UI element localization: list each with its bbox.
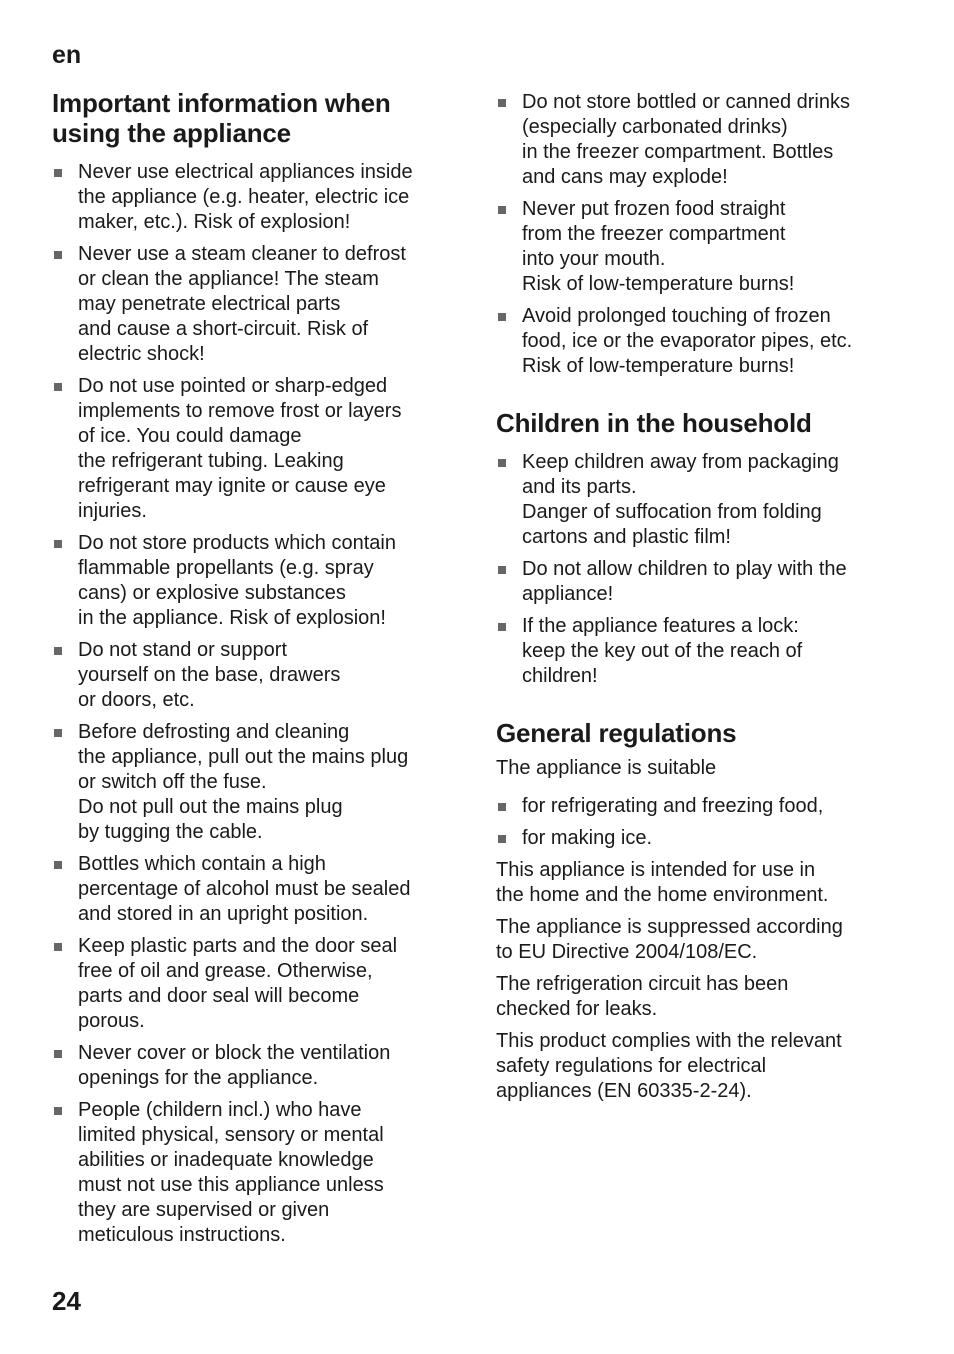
list-item: for making ice. bbox=[496, 826, 900, 851]
list-item: Do not allow children to play with the appliance! bbox=[496, 557, 900, 607]
list-item: Never put frozen food straight from the freezer compartment into your mouth. Risk of low-temperature burns! bbox=[496, 197, 900, 297]
bullet-square-icon bbox=[498, 803, 506, 811]
list-item: If the appliance features a lock: keep the key out of the reach of children! bbox=[496, 614, 900, 689]
bullet-square-icon bbox=[498, 566, 506, 574]
children-list bbox=[496, 450, 900, 689]
bullet-square-icon bbox=[54, 251, 62, 259]
bullet-square-icon bbox=[54, 861, 62, 869]
heading-general-regulations: General regulations bbox=[496, 718, 737, 748]
bullet-square-icon bbox=[498, 313, 506, 321]
heading-important-information: Important information when using the appliance bbox=[52, 88, 391, 148]
left-column bbox=[52, 88, 456, 1255]
list-item: Avoid prolonged touching of frozen food, ice or the evaporator pipes, etc. Risk of low-temperature burns! bbox=[496, 304, 900, 379]
list-item: Never use electrical appliances inside the appliance (e.g. heater, electric ice maker, etc.). Risk of explosion! bbox=[52, 160, 456, 235]
list-item: Do not store products which contain flammable propellants (e.g. spray cans) or explosive substances in the appliance. Risk of explosion! bbox=[52, 531, 456, 631]
list-item: Bottles which contain a high percentage of alcohol must be sealed and stored in an upright position. bbox=[52, 852, 456, 927]
bullet-square-icon bbox=[54, 647, 62, 655]
bullet-square-icon bbox=[498, 459, 506, 467]
list-item: Keep children away from packaging and its parts. Danger of suffocation from folding cartons and plastic film! bbox=[496, 450, 900, 550]
bullet-square-icon bbox=[54, 1050, 62, 1058]
general-paragraph: The appliance is suppressed according to EU Directive 2004/108/EC. bbox=[496, 916, 843, 963]
general-paragraph: This product complies with the relevant safety regulations for electrical appliances (EN 60335-2-24). bbox=[496, 1030, 842, 1102]
heading-children-household: Children in the household bbox=[496, 408, 812, 438]
bullet-square-icon bbox=[54, 383, 62, 391]
bullet-square-icon bbox=[54, 943, 62, 951]
general-intro: The appliance is suitable bbox=[496, 757, 717, 779]
bullet-square-icon bbox=[498, 623, 506, 631]
list-item: Do not store bottled or canned drinks (especially carbonated drinks) in the freezer compartment. Bottles and cans may explode! bbox=[496, 90, 900, 190]
general-paragraph: This appliance is intended for use in the home and the home environment. bbox=[496, 859, 829, 906]
freezer-safety-list bbox=[496, 90, 900, 379]
bullet-square-icon bbox=[54, 1107, 62, 1115]
list-item: Never use a steam cleaner to defrost or clean the appliance! The steam may penetrate electrical parts and cause a short-circuit. Risk of electric shock! bbox=[52, 242, 456, 367]
language-code: en bbox=[52, 41, 82, 69]
list-item: Before defrosting and cleaning the appliance, pull out the mains plug or switch off the fuse. Do not pull out the mains plug by tugging the cable. bbox=[52, 720, 456, 845]
bullet-square-icon bbox=[54, 169, 62, 177]
list-item: Keep plastic parts and the door seal free of oil and grease. Otherwise, parts and door seal will become porous. bbox=[52, 934, 456, 1034]
suitability-list bbox=[496, 794, 900, 851]
bullet-square-icon bbox=[54, 729, 62, 737]
bullet-square-icon bbox=[498, 835, 506, 843]
list-item: Do not use pointed or sharp-edged implements to remove frost or layers of ice. You could damage the refrigerant tubing. Leaking refrigerant may ignite or cause eye injuries. bbox=[52, 374, 456, 524]
bullet-square-icon bbox=[498, 206, 506, 214]
list-item: People (childern incl.) who have limited physical, sensory or mental abilities or inadequate knowledge must not use this appliance unless they are supervised or given meticulous instructions. bbox=[52, 1098, 456, 1248]
right-column bbox=[496, 90, 900, 1111]
list-item: Never cover or block the ventilation openings for the appliance. bbox=[52, 1041, 456, 1091]
important-information-list bbox=[52, 160, 456, 1248]
bullet-square-icon bbox=[498, 99, 506, 107]
page-number: 24 bbox=[52, 1286, 81, 1316]
bullet-square-icon bbox=[54, 540, 62, 548]
list-item: Do not stand or support yourself on the base, drawers or doors, etc. bbox=[52, 638, 456, 713]
general-paragraph: The refrigeration circuit has been checked for leaks. bbox=[496, 973, 789, 1020]
list-item: for refrigerating and freezing food, bbox=[496, 794, 900, 819]
